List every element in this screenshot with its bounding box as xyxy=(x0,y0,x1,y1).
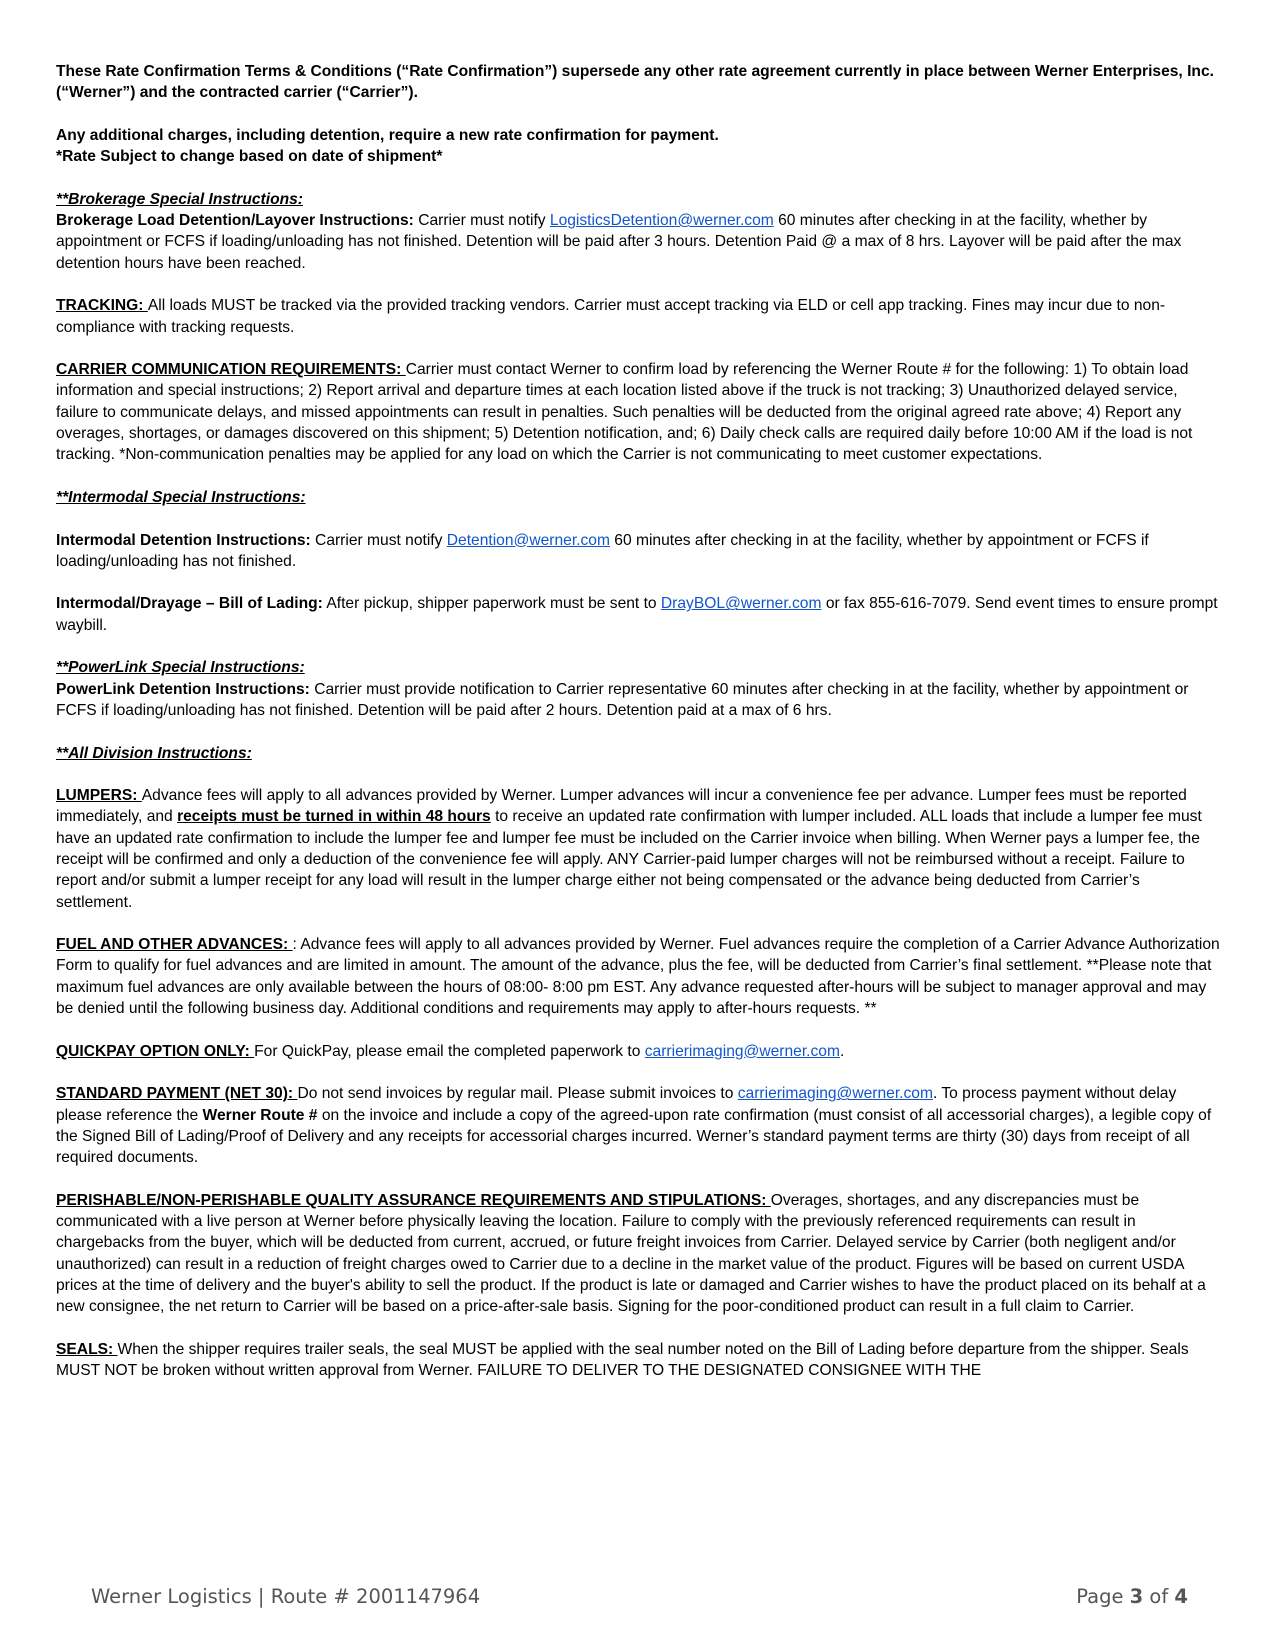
page-footer xyxy=(0,1585,1275,1619)
lumper-receipts-emphasis: receipts must be turned in within 48 hours xyxy=(177,808,491,826)
werner-route-emphasis: Werner Route # xyxy=(202,1106,318,1124)
lumpers-label: LUMPERS: xyxy=(56,787,142,805)
current-page-number: 3 xyxy=(1129,1585,1144,1608)
standard-payment-email-link[interactable]: carrierimaging@werner.com xyxy=(737,1085,933,1103)
intermodal-detention-paragraph: Intermodal Detention Instructions: Carrier must notify Detention@werner.com 60 minutes after checking in at the facility, whether by appointment or FCFS if loading/unloading has not finished. xyxy=(56,531,1149,570)
all-division-heading: **All Division Instructions: xyxy=(56,744,252,762)
draybol-email-link[interactable]: DrayBOL@werner.com xyxy=(660,595,822,613)
perishable-label: PERISHABLE/NON-PERISHABLE QUALITY ASSURANCE REQUIREMENTS AND STIPULATIONS: xyxy=(56,1191,771,1209)
tracking-paragraph: TRACKING: All loads MUST be tracked via the provided tracking vendors. Carrier must accept tracking via ELD or cell app tracking. Fines may incur due to non-compliance with tracking requests. xyxy=(56,297,1166,336)
powerlink-heading: **PowerLink Special Instructions: xyxy=(56,659,305,677)
footer-route: Werner Logistics | Route # 2001147964 xyxy=(91,1585,481,1608)
tracking-label: TRACKING: xyxy=(56,297,148,315)
brokerage-detention-label: Brokerage Load Detention/Layover Instructions: xyxy=(56,212,414,230)
communication-label: CARRIER COMMUNICATION REQUIREMENTS: xyxy=(56,361,406,379)
intermodal-bol-paragraph: Intermodal/Drayage – Bill of Lading: After pickup, shipper paperwork must be sent to DrayBOL@werner.com or fax 855-616-7079. Send event times to ensure prompt waybill. xyxy=(56,595,1218,634)
quickpay-label: QUICKPAY OPTION ONLY: xyxy=(56,1042,255,1060)
additional-charges-note: Any additional charges, including detention, require a new rate confirmation for payment. xyxy=(56,126,719,144)
fuel-advances-paragraph: FUEL AND OTHER ADVANCES: : Advance fees will apply to all advances provided by Werner. Fuel advances require the completion of a Carrier Advance Authorization Form to qualify for fuel advances and are limited in amount. The amount of the advance, plus the fee, will be deducted from Carrier’s final settlement. **Please note that maximum fuel advances are only available between the hours of 08:00- 8:00 pm EST. Any advance requested after-hours will be subject to manager approval and may be denied until the following business day. Additional conditions and requirements may apply to after-hours requests. ** xyxy=(56,936,1220,1018)
seals-paragraph: SEALS: When the shipper requires trailer seals, the seal MUST be applied with the seal number noted on the Bill of Lading before departure from the shipper. Seals MUST NOT be broken without written approval from Werner. FAILURE TO DELIVER TO THE DESIGNATED CONSIGNEE WITH THE xyxy=(56,1340,1189,1380)
logistics-detention-email-link[interactable]: LogisticsDetention@werner.com xyxy=(549,212,774,230)
intermodal-bol-label: Intermodal/Drayage – Bill of Lading: xyxy=(56,595,323,613)
page-number: Page 3 of 4 xyxy=(1076,1585,1188,1608)
powerlink-detention-label: PowerLink Detention Instructions: xyxy=(56,680,310,698)
intro-statement: These Rate Confirmation Terms & Conditions (“Rate Confirmation”) supersede any other rate agreement currently in place between Werner Enterprises, Inc. (“Werner”) and the contracted carrier (“Carrier”). xyxy=(56,63,1214,102)
seals-label: SEALS: xyxy=(56,1340,118,1358)
standard-payment-paragraph: STANDARD PAYMENT (NET 30): Do not send invoices by regular mail. Please submit invoices to carrierimaging@werner.com. To process payment without delay please reference the Werner Route # on the invoice and include a copy of the agreed-upon rate confirmation (must consist of all accessorial charges), a legible copy of the Signed Bill of Lading/Proof of Delivery and any receipts for accessorial charges incurred. Werner’s standard payment terms are thirty (30) days from receipt of all required documents. xyxy=(56,1085,1212,1167)
powerlink-detention-paragraph: PowerLink Detention Instructions: Carrier must provide notification to Carrier representative 60 minutes after checking in at the facility, whether by appointment or FCFS if loading/unloading has not finished. Detention will be paid after 2 hours. Detention paid at a max of 6 hrs. xyxy=(56,680,1189,719)
quickpay-paragraph: QUICKPAY OPTION ONLY: For QuickPay, please email the completed paperwork to carrierimaging@werner.com. xyxy=(56,1042,845,1060)
brokerage-heading: **Brokerage Special Instructions: xyxy=(56,190,303,208)
brokerage-detention-paragraph: Brokerage Load Detention/Layover Instructions: Carrier must notify LogisticsDetention@werner.com 60 minutes after checking in at the facility, whether by appointment or FCFS if loading/unloading has not finished. Detention will be paid after 3 hours. Detention Paid @ a max of 8 hrs. Layover will be paid after the max detention hours have been reached. xyxy=(56,212,1182,272)
communication-paragraph: CARRIER COMMUNICATION REQUIREMENTS: Carrier must contact Werner to confirm load by referencing the Werner Route # for the following: 1) To obtain load information and special instructions; 2) Report arrival and departure times at each location listed above if the truck is not tracking; 3) Unauthorized delayed service, failure to communicate delays, and missed appointments can result in penalties. Such penalties will be deducted from the original agreed rate above; 4) Report any overages, shortages, or damages discovered on this shipment; 5) Detention notification, and; 6) Daily check calls are required daily before 10:00 AM if the load is not tracking. *Non-communication penalties may be applied for any load on which the Carrier is not communicating to meet customer expectations. xyxy=(56,361,1193,464)
lumpers-paragraph: LUMPERS: Advance fees will apply to all advances provided by Werner. Lumper advances will incur a convenience fee per advance. Lumper fees must be reported immediately, and receipts must be turned in within 48 hours to receive an updated rate confirmation with lumper included. ALL loads that include a lumper fee must have an updated rate confirmation to include the lumper fee and lumper fee must be included on the Carrier invoice when billing. When Werner pays a lumper fee, the receipt will be confirmed and only a deduction of the convenience fee will apply. ANY Carrier-paid lumper charges will not be reimbursed without a receipt. Failure to report and/or submit a lumper receipt for any load will result in the lumper charge either not being compensated or the advance being deducted from Carrier’s settlement. xyxy=(56,787,1202,911)
quickpay-email-link[interactable]: carrierimaging@werner.com xyxy=(644,1042,840,1060)
intermodal-heading: **Intermodal Special Instructions: xyxy=(56,488,306,506)
perishable-paragraph: PERISHABLE/NON-PERISHABLE QUALITY ASSURANCE REQUIREMENTS AND STIPULATIONS: Overages, shortages, and any discrepancies must be communicated with a live person at Werner before physically leaving the location. Failure to comply with the previously referenced requirements can result in chargebacks from the buyer, which will be deducted from current, accrued, or future freight invoices from Carrier. Delayed service by Carrier (both negligent and/or unauthorized) can result in a reduction of freight charges owed to Carrier due to a decline in the market value of the product. Figures will be based on current USDA prices at the time of delivery and the buyer's ability to sell the product. If the product is late or damaged and Carrier wishes to have the product placed on its behalf at a new consignee, the net return to Carrier will be based on a price-after-sale basis. Signing for the poor-conditioned product can result in a full claim to Carrier. xyxy=(56,1191,1206,1316)
fuel-advances-label: FUEL AND OTHER ADVANCES: xyxy=(56,936,293,954)
detention-email-link[interactable]: Detention@werner.com xyxy=(446,531,610,549)
terms-content xyxy=(56,61,1220,1381)
standard-payment-label: STANDARD PAYMENT (NET 30): xyxy=(56,1085,298,1103)
intermodal-detention-label: Intermodal Detention Instructions: xyxy=(56,531,311,549)
rate-subject-note: *Rate Subject to change based on date of shipment* xyxy=(56,148,443,166)
total-page-number: 4 xyxy=(1174,1585,1188,1608)
